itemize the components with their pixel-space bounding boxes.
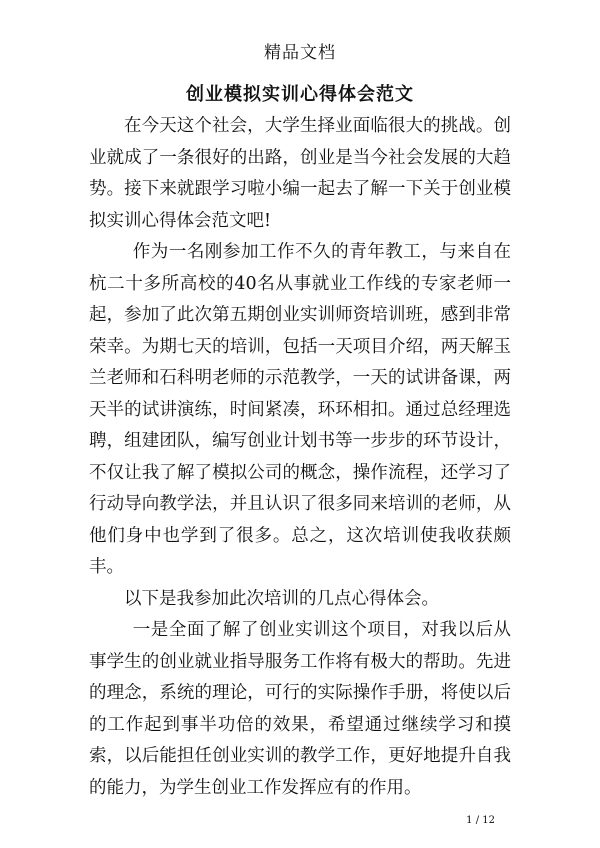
paragraph-intro: 在今天这个社会，大学生择业面临很大的挑战。创业就成了一条很好的出路，创业是当今社会发展的大趋势。接下来就跟学习啦小编一起去了解一下关于创业模拟实训心得体会范文吧! [89, 116, 511, 231]
page-number: 1 / 12 [466, 815, 495, 826]
paragraph-point-one: 一是全面了解了创业实训这个项目，对我以后从事学生的创业就业指导服务工作将有极大的帮助。先进的理念，系统的理论，可行的实际操作手册，将使以后的工作起到事半功倍的效果，希望通过继续学习和摸索，以后能担任创业实训的教学工作，更好地提升自我的能力，为学生创业工作发挥应有的作用。 [89, 620, 511, 798]
document-body [89, 111, 511, 804]
page-header: 精品文档 [264, 43, 336, 63]
paragraph-takeaways-intro: 以下是我参加此次培训的几点心得体会。 [124, 588, 439, 609]
paragraph-training-experience: 作为一名刚参加工作不久的青年教工，与来自在杭二十多所高校的40名从事就业工作线的专家老师一起，参加了此次第五期创业实训师资培训班，感到非常荣幸。为期七天的培训，包括一天项目介绍，两天解玉兰老师和石科明老师的示范教学，一天的试讲备课，两天半的试讲演练，时间紧凑，环环相扣。通过总经理选聘，组建团队，编写创业计划书等一步步的环节设计，不仅让我了解了模拟公司的概念，操作流程，还学习了行动导向教学法，并且认识了很多同来培训的老师，从他们身中也学到了很多。总之，这次培训使我收获颇丰。 [89, 242, 511, 577]
document-title: 创业模拟实训心得体会范文 [186, 84, 414, 105]
